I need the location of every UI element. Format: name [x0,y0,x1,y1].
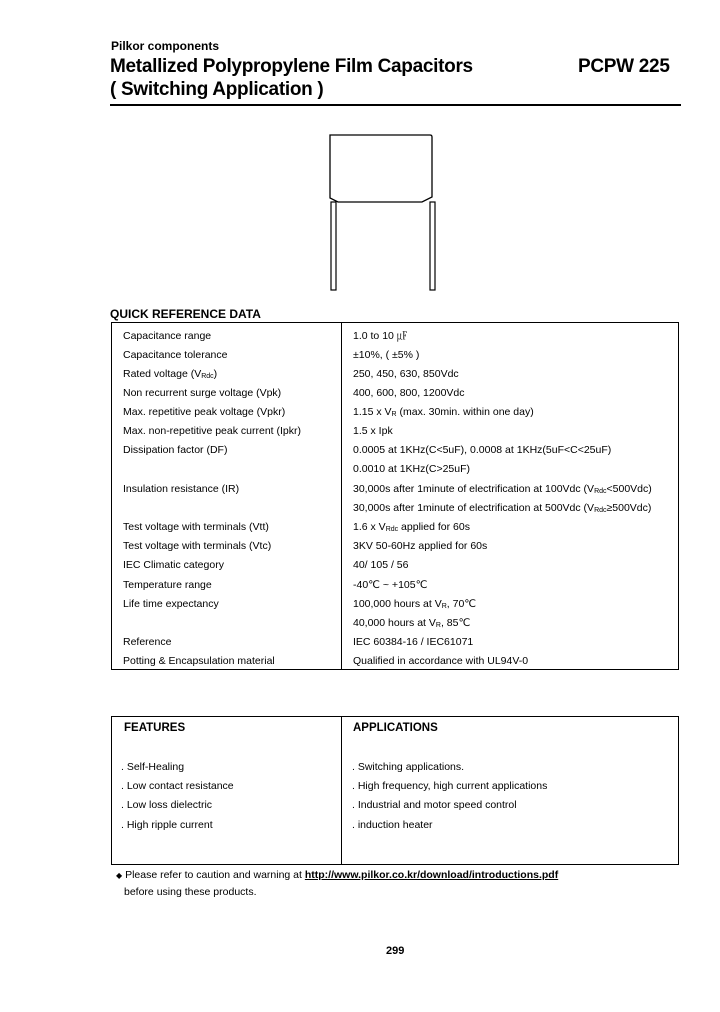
parameter-value: 40/ 105 / 56 [353,559,409,571]
quick-reference-heading: QUICK REFERENCE DATA [110,307,261,321]
parameter-label: Potting & Encapsulation material [123,655,275,667]
page-number: 299 [386,945,405,957]
parameter-label: Insulation resistance (IR) [123,483,240,495]
application-item: . High frequency, high current applications [352,780,548,792]
parameter-value: 40,000 hours at $V_R$, 85℃ [353,617,471,629]
brand-name: Pilkor components [111,39,220,53]
parameter-label: Max. repetitive peak voltage (Vpkr) [123,406,286,418]
parameter-value: 30,000s after 1minute of electrification at 500Vdc $(V_{Rdc}\ge 500Vdc)$ [353,502,652,514]
parameter-value: IEC 60384-16 / IEC61071 [353,636,474,648]
parameter-label: Non recurrent surge voltage (Vpk) [123,387,282,399]
parameter-label: Test voltage with terminals (Vtt) [123,521,269,533]
table-row [112,518,680,537]
parameter-label: Temperature range [123,579,212,591]
table-row [112,576,680,595]
caution-note [116,869,558,881]
note-text: Please refer to caution and warning at [122,869,305,881]
table-row [112,633,680,652]
parameter-value: 1.0 to 10 ㎌ [353,330,408,342]
parameter-label: Dissipation factor (DF) [123,444,228,456]
table-row [112,652,680,671]
table-row [112,499,680,518]
table-row [112,480,680,499]
features-heading: FEATURES [124,722,186,734]
feature-item: . Low loss dielectric [121,799,213,811]
table-row [112,441,680,460]
parameter-value: 250, 450, 630, 850Vdc [353,368,459,380]
application-item: . induction heater [352,819,433,831]
header-rule [110,104,681,106]
parameter-value: 1.15 x $V_R$ (max. 30min. within one day) [353,406,534,418]
parameter-label: Capacitance tolerance [123,349,228,361]
applications-heading: APPLICATIONS [353,722,438,734]
parameter-value: -40℃ ~ +105℃ [353,579,428,591]
table-row [112,422,680,441]
parameter-label: Max. non-repetitive peak current (Ipkr) [123,425,301,437]
parameter-value: 0.0010 at 1KHz(C>25uF) [353,463,471,475]
introductions-pdf-link[interactable]: http://www.pilkor.co.kr/download/introductions.pdf [304,869,559,881]
table-row [112,403,680,422]
application-item: . Industrial and motor speed control [352,799,517,811]
note-text-line2: before using these products. [124,886,257,898]
feature-item: . High ripple current [121,819,213,831]
parameter-value: ±10%, ( ±5% ) [353,349,420,361]
parameter-label: Reference [123,636,172,648]
part-code: PCPW 225 [578,56,670,77]
parameter-value: 30,000s after 1minute of electrification at 100Vdc $(V_{Rdc}<500Vdc)$ [353,483,652,495]
feature-item: . Low contact resistance [121,780,234,792]
table-row [112,327,680,346]
parameter-value: 400, 600, 800, 1200Vdc [353,387,465,399]
parameter-value: 0.0005 at 1KHz(C<5uF), 0.0008 at 1KHz(5uF<C<25uF) [353,444,612,456]
feature-item: . Self-Healing [121,761,185,773]
table-row [112,595,680,614]
parameter-value: 1.6 x $V_{Rdc}$ applied for 60s [353,521,470,533]
parameter-label: Life time expectancy [123,598,219,610]
parameter-value: 1.5 x Ipk [353,425,393,437]
quick-reference-table [111,322,679,670]
parameter-label: Test voltage with terminals (Vtc) [123,540,272,552]
parameter-label: Capacitance range [123,330,212,342]
table-row [112,614,680,633]
parameter-value: 3KV 50-60Hz applied for 60s [353,540,488,552]
table-row [112,556,680,575]
parameter-label: Rated voltage $(V_{Rdc})$ [123,368,218,380]
page-subtitle: ( Switching Application ) [110,79,324,100]
table-row [112,460,680,479]
table-row [112,537,680,556]
diamond-bullet-icon: ◆ [116,871,123,880]
table-row [112,384,680,403]
parameter-value: Qualified in accordance with UL94V-0 [353,655,529,667]
table-divider [341,322,342,670]
table-row [112,365,680,384]
parameter-label: IEC Climatic category [123,559,224,571]
application-item: . Switching applications. [352,761,465,773]
table-divider [341,716,342,865]
page-title: Metallized Polypropylene Film Capacitors [110,56,473,77]
table-row [112,346,680,365]
parameter-value: 100,000 hours at $V_R$, 70℃ [353,598,477,610]
capacitor-image [318,130,448,295]
